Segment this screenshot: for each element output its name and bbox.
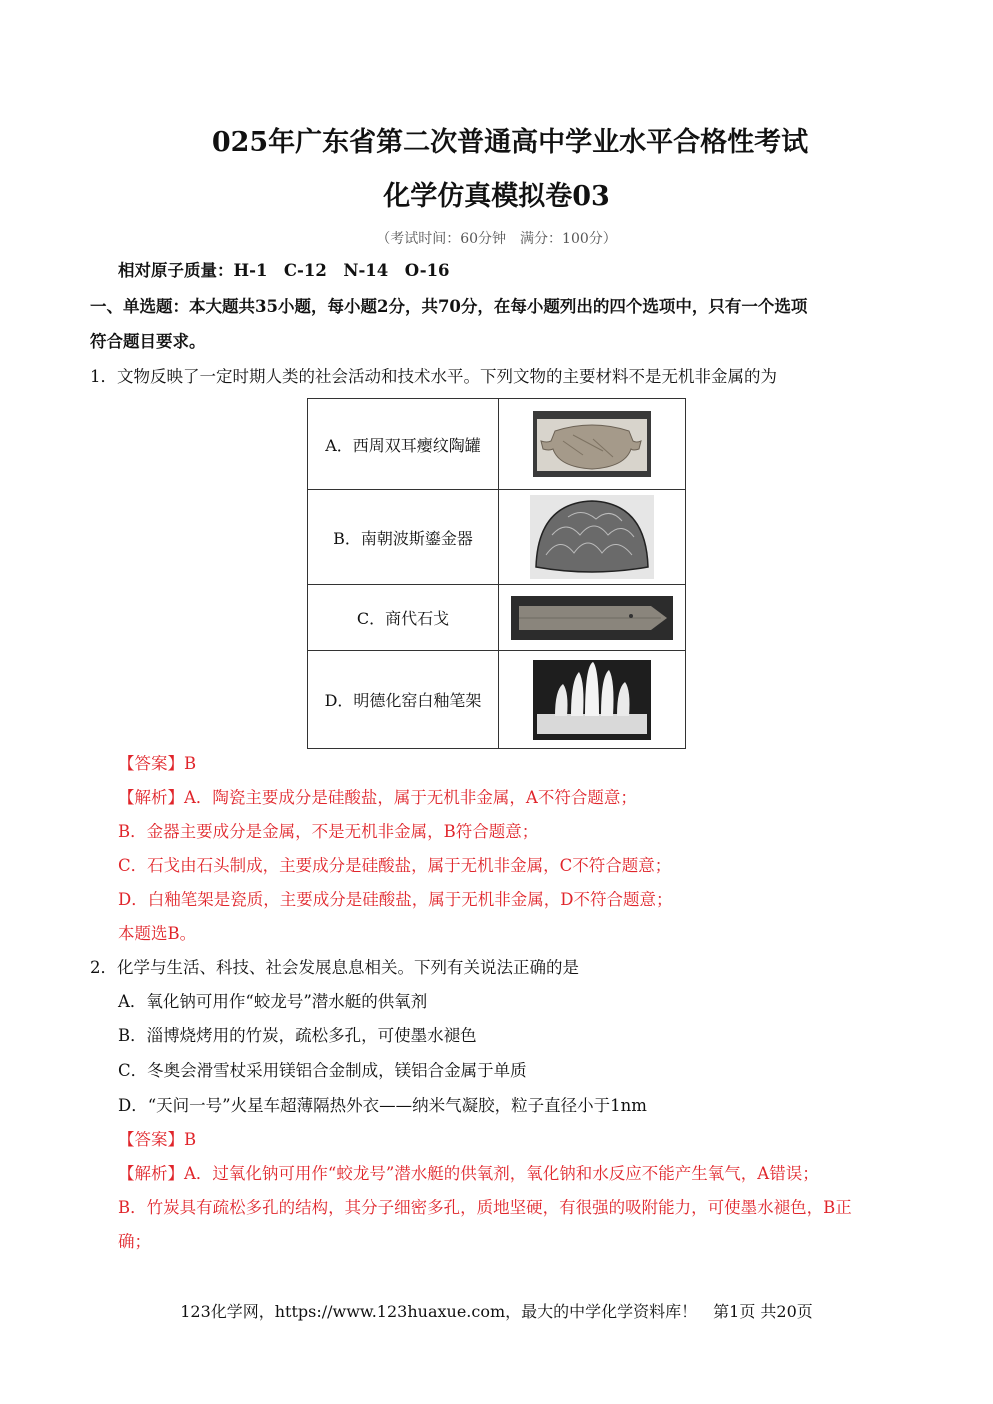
page-title: 025年广东省第二次普通高中学业水平合格性考试: [211, 127, 809, 158]
section-heading: [90, 297, 807, 317]
q2-analysis-line-1: [118, 1164, 819, 1184]
q2-answer-text: 【答案】B: [118, 1130, 197, 1149]
section-line2: 符合题目要求。: [90, 332, 206, 351]
q1-option-b-label: B．南朝波斯鎏金器: [308, 490, 499, 585]
porcelain-brush-rack-image: [533, 660, 651, 740]
q2-option-a: A．氧化钠可用作“蛟龙号”潜水艇的供氧剂: [118, 992, 428, 1011]
q1-stem: 1．文物反映了一定时期人类的社会活动和技术水平。下列文物的主要材料不是无机非金属的为: [90, 367, 777, 386]
q2-analysis-line-3: 确；: [118, 1232, 151, 1251]
q1-answer: [118, 754, 196, 774]
q2-analysis-tag: 【解析】: [118, 1164, 184, 1183]
q1-option-a-label: A．西周双耳瘿纹陶罐: [308, 399, 499, 490]
q1-options-table: [307, 398, 686, 749]
q1-analysis-line-3: C．石戈由石头制成，主要成分是硅酸盐，属于无机非金属，C不符合题意；: [118, 856, 672, 875]
q1-option-a-picture: [499, 399, 686, 490]
q1-analysis-tag: 【解析】: [118, 788, 184, 807]
q1-analysis-line-2: B．金器主要成分是金属，不是无机非金属，B符合题意；: [118, 822, 539, 841]
q1-analysis-line-5: 本题选B。: [118, 924, 197, 943]
q1-option-c-label: C．商代石戈: [308, 585, 499, 651]
q1-option-d-picture: [499, 651, 686, 749]
q1-option-c-picture: [499, 585, 686, 651]
q1-option-b-picture: [499, 490, 686, 585]
q1-analysis-line-4: D．白釉笔架是瓷质，主要成分是硅酸盐，属于无机非金属，D不符合题意；: [118, 890, 673, 909]
q2-option-b: B．淄博烧烤用的竹炭，疏松多孔，可使墨水褪色: [118, 1026, 477, 1045]
atomic-mass: 相对原子质量：H-1 C-12 N-14 O-16: [118, 261, 450, 280]
q2-stem: 2．化学与生活、科技、社会发展息息相关。下列有关说法正确的是: [90, 958, 579, 977]
q2-option-c: C．冬奥会滑雪杖采用镁铝合金制成，镁铝合金属于单质: [118, 1061, 527, 1080]
q2-answer: [118, 1130, 196, 1150]
page-footer: 123化学网，https://www.123huaxue.com，最大的中学化学资料库！ 第1页 共20页: [180, 1302, 813, 1321]
stone-dagger-image: [511, 596, 673, 640]
q1-analysis-text-1: A．陶瓷主要成分是硅酸盐，属于无机非金属，A不符合题意；: [184, 788, 637, 807]
q2-analysis-line-2: B．竹炭具有疏松多孔的结构，其分子细密多孔，质地坚硬，有很强的吸附能力，可使墨水褪色，B正: [118, 1198, 852, 1217]
page-subtitle: 化学仿真模拟卷03: [383, 181, 610, 212]
q1-analysis-line-1: [118, 788, 637, 808]
exam-info: （考试时间：60分钟 满分：100分）: [376, 231, 617, 247]
q2-option-d: D．“天问一号”火星车超薄隔热外衣——纳米气凝胶，粒子直径小于1nm: [118, 1096, 647, 1115]
q1-option-d-label: D．明德化窑白釉笔架: [308, 651, 499, 749]
q2-analysis-text-1: A．过氧化钠可用作“蛟龙号”潜水艇的供氧剂，氧化钠和水反应不能产生氧气，A错误；: [184, 1164, 819, 1183]
gilt-bowl-image: [530, 495, 654, 579]
clay-jar-image: [533, 411, 651, 477]
q1-answer-text: 【答案】B: [118, 754, 197, 773]
section-line1: 一、单选题：本大题共35小题，每小题2分，共70分，在每小题列出的四个选项中，只有一个选项: [90, 297, 808, 316]
